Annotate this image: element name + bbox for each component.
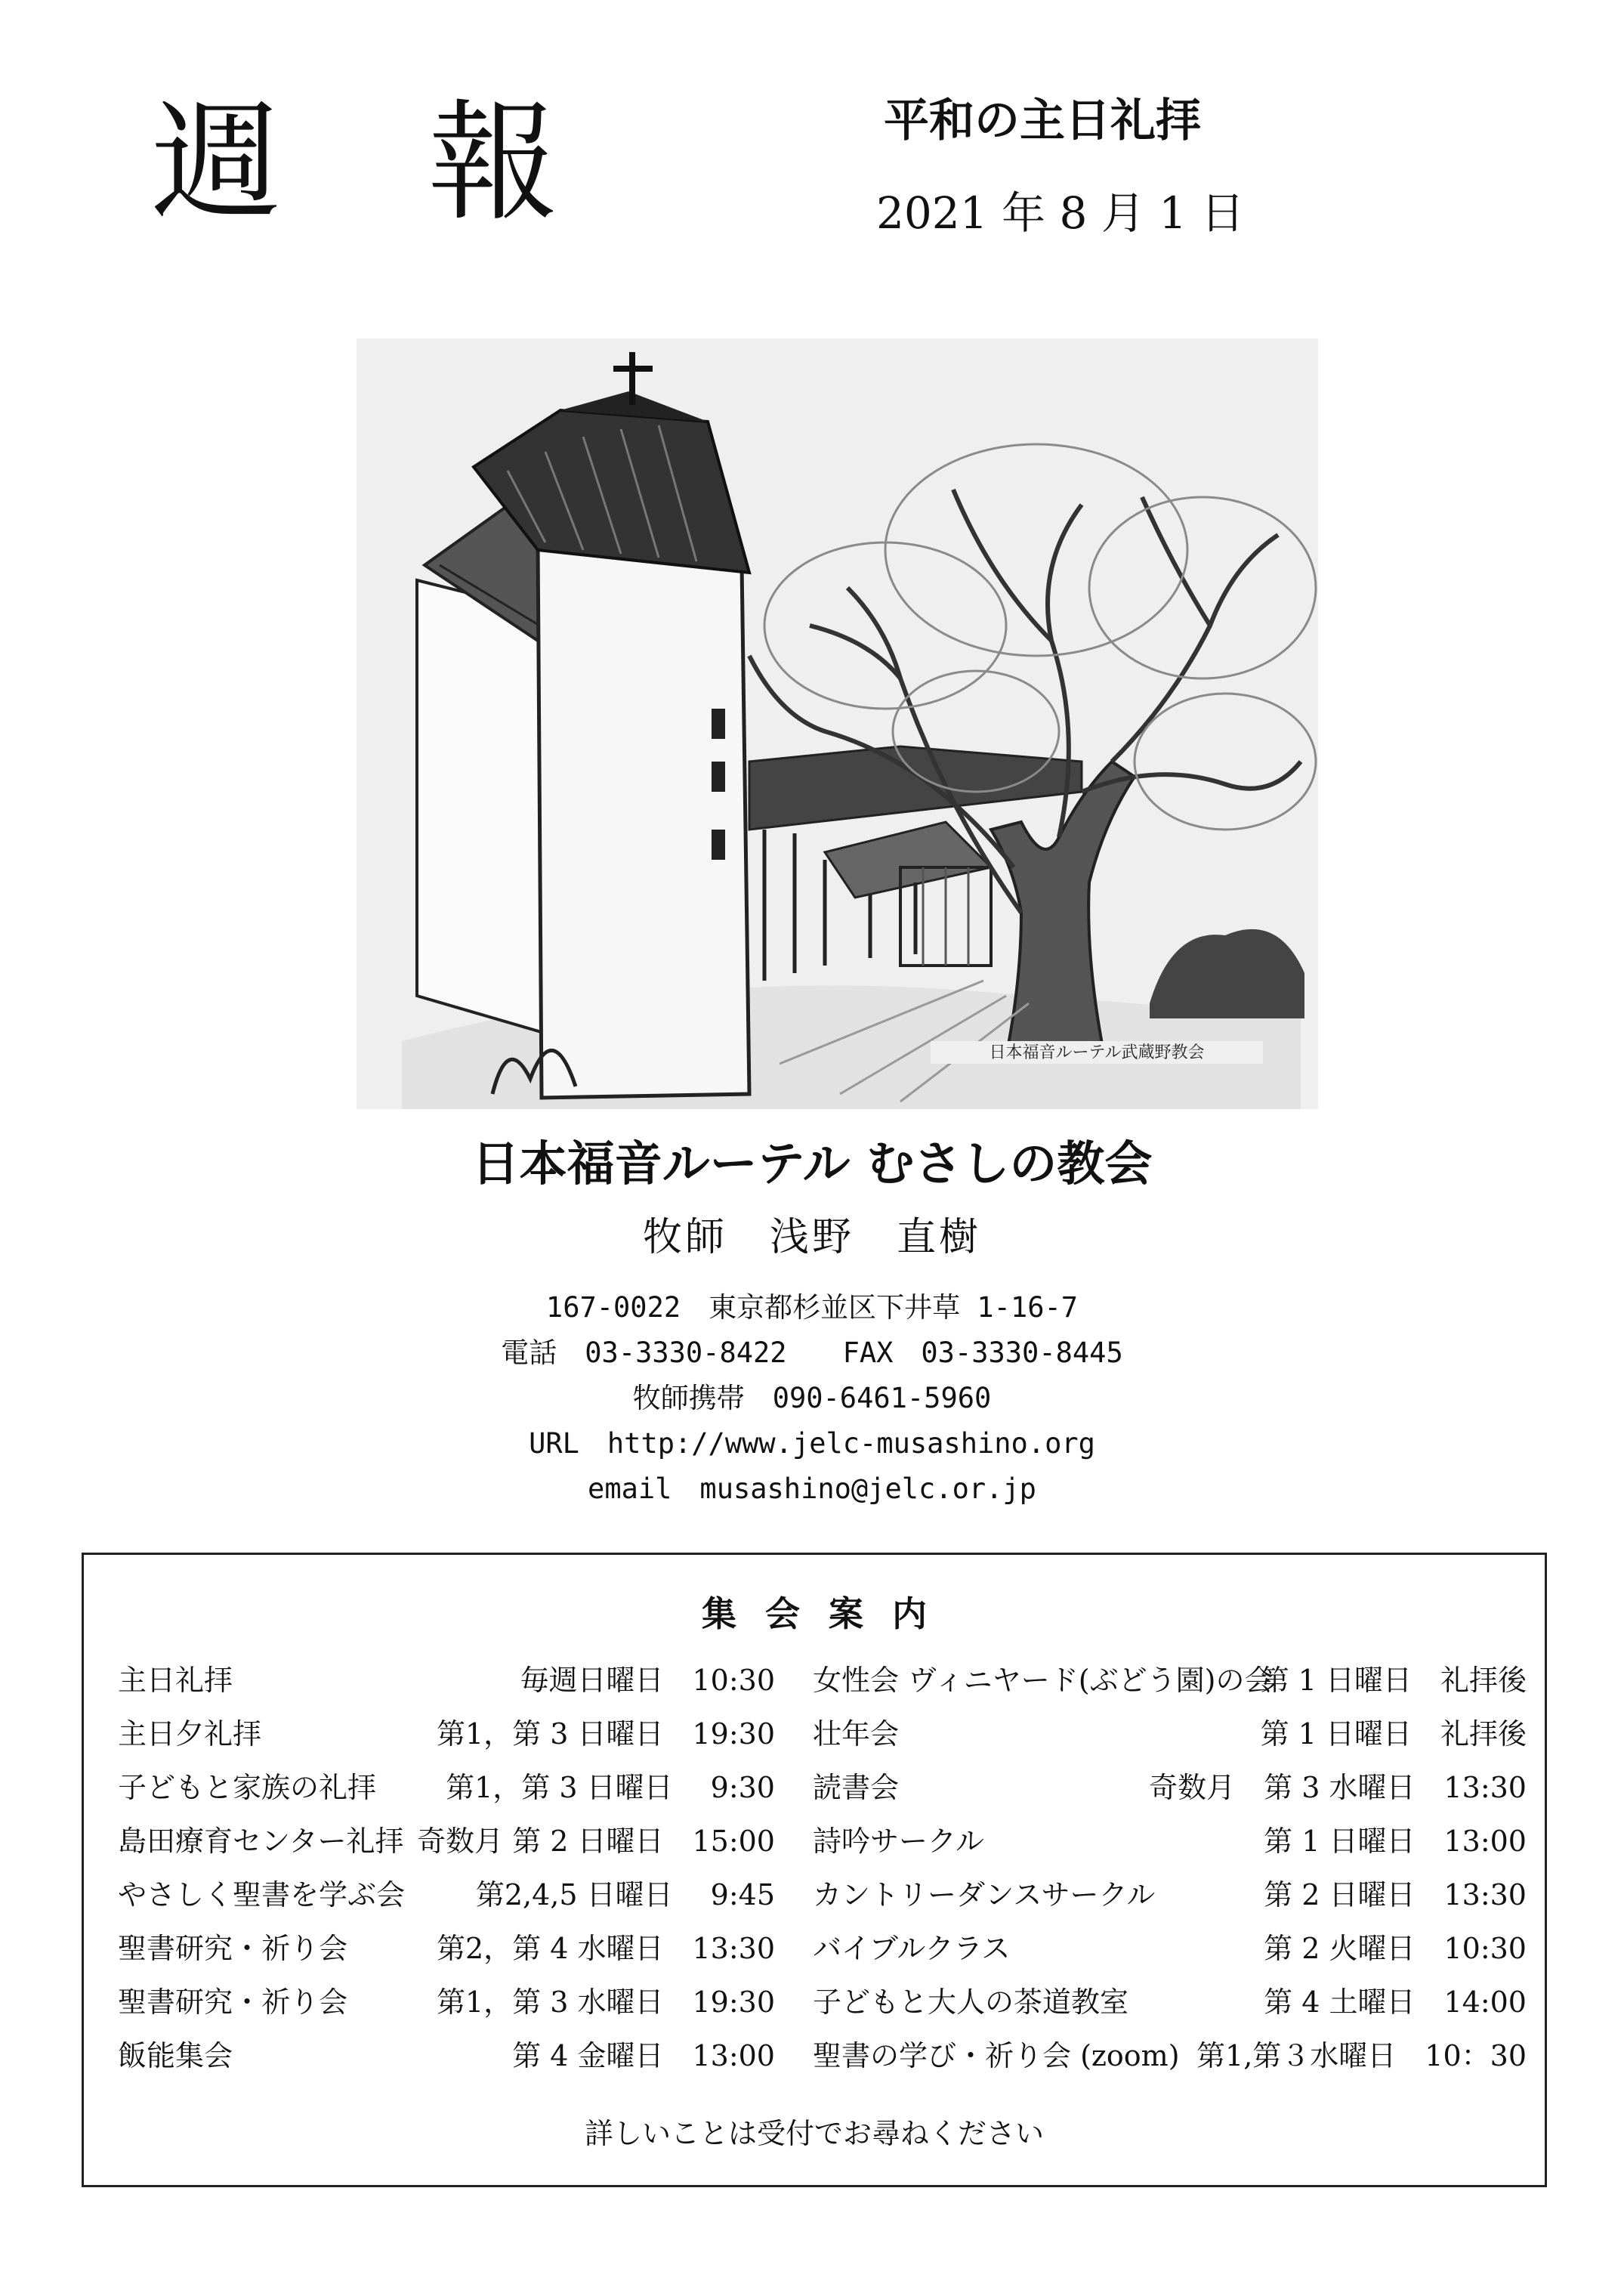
meeting-name: バイブルクラス xyxy=(813,1932,1011,1965)
bulletin-date: 2021 年 8 月 1 日 xyxy=(876,187,1245,239)
pastor-name: 牧師 浅野 直樹 xyxy=(642,1215,981,1260)
church-name: 日本福音ルーテル むさしの教会 xyxy=(471,1136,1153,1191)
meeting-time: 第1,第３水曜日 10：30 xyxy=(1196,2039,1527,2072)
meeting-name: 島田療育センター礼拝 xyxy=(118,1825,404,1858)
church-sketch-illustration xyxy=(357,338,1318,1109)
meeting-time: 第 1 日曜日 礼拝後 xyxy=(1260,1664,1527,1697)
meeting-time: 毎週日曜日 10:30 xyxy=(520,1664,775,1697)
meeting-name: 聖書研究・祈り会 xyxy=(118,1986,348,2019)
meeting-name: 飯能集会 xyxy=(118,2039,233,2072)
meeting-time: 第1，第 3 水曜日 19:30 xyxy=(436,1986,775,2019)
meeting-time: 第1，第 3 日曜日 9:30 xyxy=(446,1771,775,1804)
meeting-name: カントリーダンスサークル xyxy=(813,1878,1156,1911)
meeting-time: 第 2 日曜日 13:30 xyxy=(1264,1878,1527,1911)
meeting-name: 聖書の学び・祈り会 (zoom) xyxy=(813,2039,1180,2072)
meeting-time: 第 4 金曜日 13:00 xyxy=(512,2039,775,2072)
website-url[interactable]: URL http://www.jelc-musashino.org xyxy=(529,1427,1095,1460)
meeting-time: 第1，第 3 日曜日 19:30 xyxy=(436,1717,775,1751)
meeting-time: 第2，第 4 水曜日 13:30 xyxy=(436,1932,775,1965)
email-address[interactable]: email musashino@jelc.or.jp xyxy=(588,1473,1036,1505)
meeting-time: 第 2 火曜日 10:30 xyxy=(1264,1932,1527,1965)
meeting-time: 奇数月 第 2 日曜日 15:00 xyxy=(417,1825,775,1858)
meeting-name: 女性会 ヴィニヤード(ぶどう園)の会 xyxy=(813,1664,1274,1697)
pastor-mobile: 牧師携帯 090-6461-5960 xyxy=(632,1382,992,1414)
meeting-time: 第 4 土曜日 14:00 xyxy=(1264,1986,1527,2019)
meetings-box xyxy=(82,1553,1547,2187)
bulletin-title: 週 報 xyxy=(151,87,611,239)
meetings-title: 集会案内 xyxy=(702,1593,956,1634)
meeting-name: 聖書研究・祈り会 xyxy=(118,1932,348,1965)
meeting-name: 読書会 xyxy=(813,1771,900,1804)
meeting-name: 主日礼拝 xyxy=(118,1664,233,1697)
drawing-caption: 日本福音ルーテル武蔵野教会 xyxy=(989,1043,1205,1062)
meeting-name: 主日夕礼拝 xyxy=(118,1717,262,1751)
phone-fax: 電話 03-3330-8422 FAX 03-3330-8445 xyxy=(501,1337,1123,1369)
address: 167-0022 東京都杉並区下井草 1-16-7 xyxy=(545,1291,1079,1324)
meeting-name: 壮年会 xyxy=(813,1717,900,1751)
meeting-time: 第 1 日曜日 礼拝後 xyxy=(1260,1717,1527,1751)
meeting-name: 子どもと家族の礼拝 xyxy=(118,1771,377,1804)
meeting-time: 第2,4,5 日曜日 9:45 xyxy=(475,1878,775,1911)
sunday-name: 平和の主日礼拝 xyxy=(884,94,1201,147)
meeting-name: 詩吟サークル xyxy=(813,1825,984,1858)
church-drawing xyxy=(357,338,1318,1109)
meeting-name: 子どもと大人の茶道教室 xyxy=(813,1986,1129,2019)
meeting-time: 第 1 日曜日 13:00 xyxy=(1264,1825,1527,1858)
meeting-name: やさしく聖書を学ぶ会 xyxy=(118,1878,406,1911)
meeting-time: 奇数月 第 3 水曜日 13:30 xyxy=(1149,1771,1527,1804)
inquiry-note: 詳しいことは受付でお尋ねください xyxy=(584,2117,1044,2150)
